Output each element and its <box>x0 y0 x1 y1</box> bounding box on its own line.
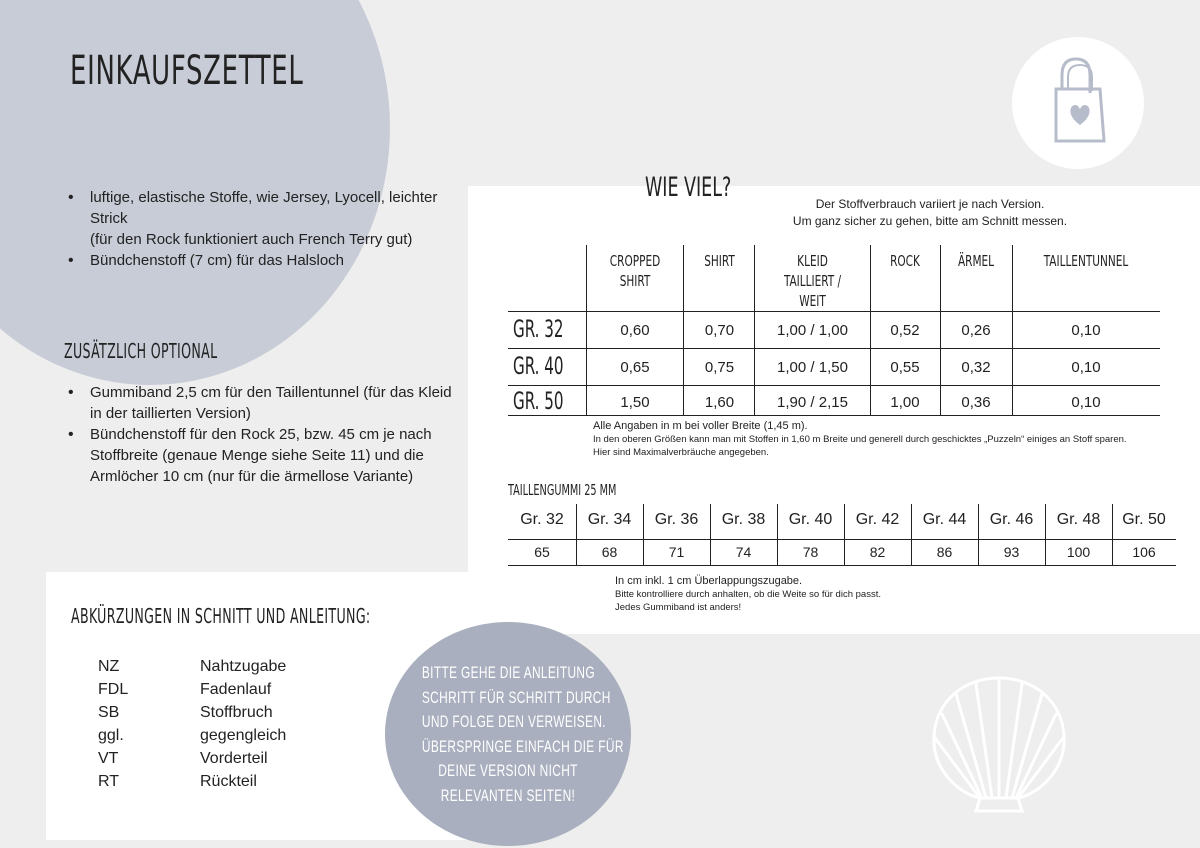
quantity-table <box>508 245 1160 416</box>
list-item: • Bündchenstoff für den Rock 25, bzw. 45 cm je nach Stoffbreite (genaue Menge siehe Seite 11) und die Armlöcher 10 cm (nur für die ärmellose Variante) <box>66 424 460 487</box>
gummi-size-row: Gr. 32 Gr. 34 Gr. 36 Gr. 38 Gr. 40 Gr. 42 Gr. 44 Gr. 46 Gr. 48 Gr. 50 <box>520 511 1166 528</box>
gummi-value-row: 65 68 71 74 78 82 86 93 100 106 <box>534 544 1156 560</box>
shopping-bag-heart-icon <box>1012 37 1144 169</box>
abbr-row: VT Vorderteil <box>98 750 268 767</box>
col-header: CROPPED SHIRT <box>609 252 661 290</box>
list-item <box>66 250 456 271</box>
note-line: UND FOLGE DEN VERWEISEN. <box>421 712 606 731</box>
material-main: Bündchenstoff (7 cm) für das Halsloch <box>90 252 345 269</box>
abbr-row: FDL Fadenlauf <box>98 681 272 698</box>
optional-heading: ZUSÄTZLICH OPTIONAL <box>64 339 218 363</box>
list-item <box>66 187 456 250</box>
col-header: SHIRT <box>704 252 735 270</box>
wieviel-footnotes <box>593 419 1193 459</box>
note-line: BITTE GEHE DIE ANLEITUNG <box>421 663 595 682</box>
abbr-list <box>98 655 358 793</box>
gummi-heading: TAILLENGUMMI 25 MM <box>508 481 617 499</box>
note-line: RELEVANTEN SEITEN! <box>440 785 576 805</box>
page-title: EINKAUFSZETTEL <box>70 48 304 94</box>
note-line: ÜBERSPRINGE EINFACH DIE FÜR <box>421 736 624 756</box>
col-header: TAILLENTUNNEL <box>1043 252 1129 270</box>
gummi-note: In cm inkl. 1 cm Überlappungszugabe. <box>615 575 803 587</box>
optional-list <box>66 382 460 487</box>
instruction-note <box>385 622 631 846</box>
abbr-heading: ABKÜRZUNGEN IN SCHNITT UND ANLEITUNG: <box>71 604 371 628</box>
gummi-note: Jedes Gummiband ist anders! <box>615 602 742 613</box>
note-line: Um ganz sicher zu gehen, bitte am Schnitt messen. <box>792 214 1068 228</box>
abbr-row: NZ Nahtzugabe <box>98 658 287 675</box>
note-line: Der Stoffverbrauch variiert je nach Version. <box>815 197 1045 211</box>
note-line: DEINE VERSION NICHT <box>438 761 578 780</box>
abbr-row: SB Stoffbruch <box>98 704 273 721</box>
list-item: • Gummiband 2,5 cm für den Taillentunnel (für das Kleid in der taillierten Version) <box>66 382 460 424</box>
materials-list <box>66 187 456 271</box>
wieviel-note <box>760 196 1100 230</box>
footnote: In den oberen Größen kann man mit Stoffen in 1,60 m Breite und generell durch geschicktes „Puzzeln“ einiges an Stoff sparen. <box>593 434 1127 445</box>
note-line: SCHRITT FÜR SCHRITT DURCH <box>421 687 611 707</box>
wieviel-heading: WIE VIEL? <box>645 172 732 203</box>
abbr-row: RT Rückteil <box>98 773 257 790</box>
bag-badge <box>1012 37 1144 169</box>
row-size: GR. 40 <box>513 352 564 380</box>
gummi-notes <box>615 574 1015 614</box>
footnote: Hier sind Maximalverbräuche angegeben. <box>593 447 769 458</box>
abbr-row: ggl. gegengleich <box>98 727 287 744</box>
table-row: GR. 50 1,50 1,60 1,90 / 2,15 1,00 0,36 0,10 <box>513 387 1101 415</box>
col-header: ÄRMEL <box>957 252 995 270</box>
material-sub: (für den Rock funktioniert auch French Terry gut) <box>90 231 413 248</box>
row-size: GR. 50 <box>513 387 564 415</box>
table-row: GR. 40 0,65 0,75 1,00 / 1,50 0,55 0,32 0,10 <box>513 352 1101 380</box>
footnote: Alle Angaben in m bei voller Breite (1,45 m). <box>593 420 808 432</box>
table-row: GR. 32 0,60 0,70 1,00 / 1,00 0,52 0,26 0,10 <box>513 315 1101 343</box>
gummi-table <box>508 504 1176 566</box>
row-size: GR. 32 <box>513 315 564 343</box>
col-header: KLEID TAILLIERT / WEIT <box>783 252 842 310</box>
shell-icon <box>924 666 1074 821</box>
col-header: ROCK <box>890 252 920 270</box>
gummi-note: Bitte kontrolliere durch anhalten, ob die Weite so für dich passt. <box>615 589 881 600</box>
material-main: luftige, elastische Stoffe, wie Jersey, Lyocell, leichter Strick <box>90 189 438 227</box>
